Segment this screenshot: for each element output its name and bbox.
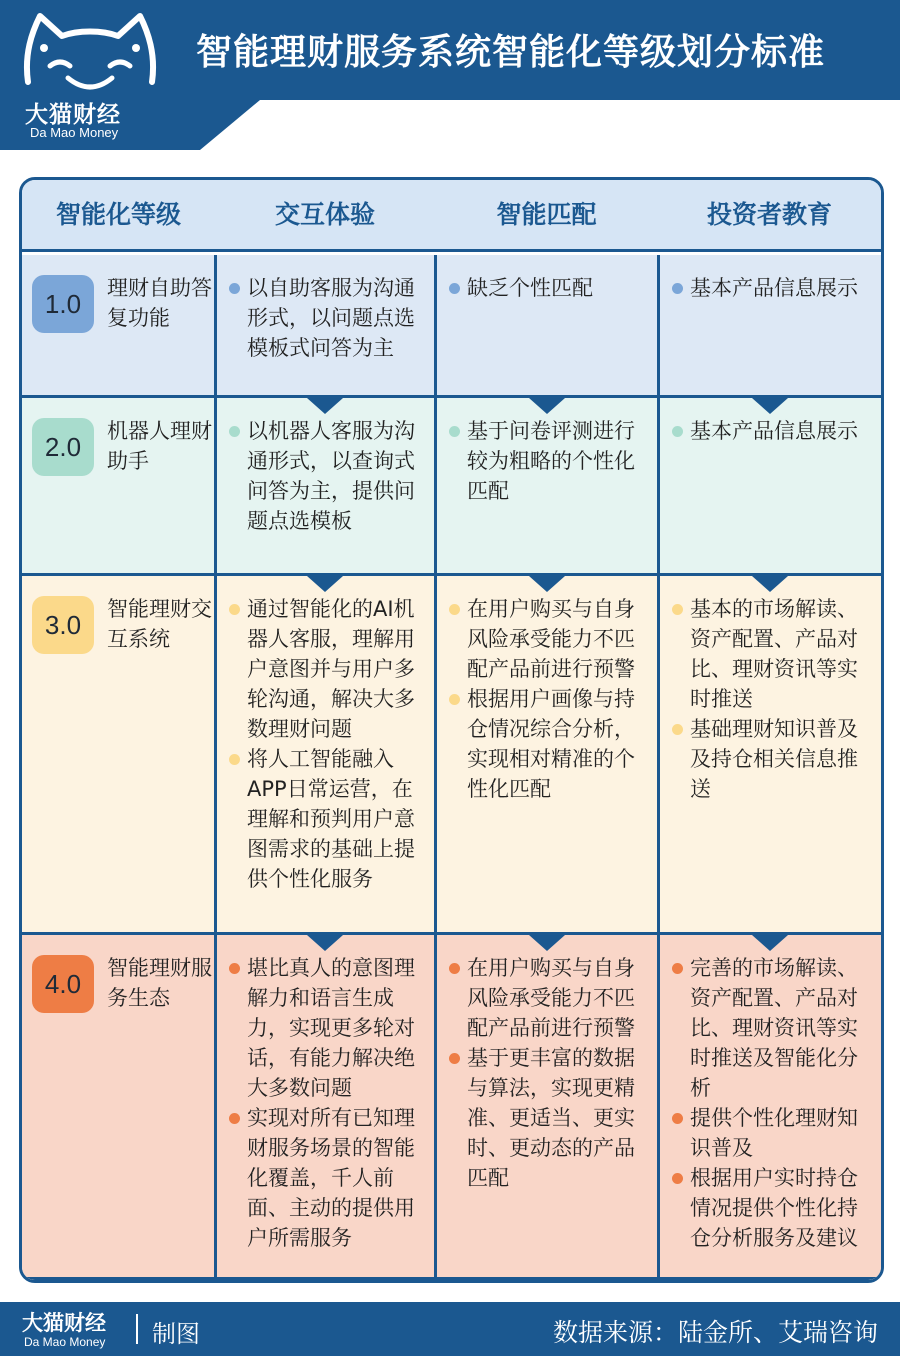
level-cell xyxy=(22,935,215,1277)
bullet-text: 基于更丰富的数据与算法，实现更精准、更适当、更实时、更动态的产品匹配 xyxy=(467,1046,635,1190)
bullet-text: 以自助客服为沟通形式，以问题点选模板式问答为主 xyxy=(247,276,415,360)
column-divider xyxy=(214,255,217,1283)
bullet-text: 基本产品信息展示 xyxy=(690,419,858,443)
bullet-text: 实现对所有已知理财服务场景的智能化覆盖，千人前面、主动的提供用户所需服务 xyxy=(247,1106,415,1250)
bullet-text: 基本产品信息展示 xyxy=(690,276,858,300)
bullet-dot-icon xyxy=(229,604,240,615)
bullet-text: 根据用户画像与持仓情况综合分析，实现相对精准的个性化匹配 xyxy=(467,687,635,801)
interaction-cell xyxy=(215,576,435,932)
column-header-matching: 智能匹配 xyxy=(496,200,597,229)
education-cell xyxy=(658,398,881,573)
bullet-text: 提供个性化理财知识普及 xyxy=(690,1106,858,1160)
down-arrow-icon xyxy=(529,576,565,592)
bullet-item xyxy=(221,744,429,894)
bullet-item xyxy=(664,714,875,804)
matching-cell xyxy=(435,576,658,932)
column-header-level: 智能化等级 xyxy=(55,200,181,229)
table-header-row xyxy=(22,180,881,252)
footer-logo-name: 大猫财经 xyxy=(22,1311,106,1335)
footer xyxy=(0,1302,900,1356)
bullet-item xyxy=(441,416,652,506)
data-source: 数据来源：陆金所、艾瑞咨询 xyxy=(552,1318,878,1347)
bullet-dot-icon xyxy=(229,754,240,765)
level-badge: 3.0 xyxy=(32,596,94,654)
bullet-dot-icon xyxy=(672,963,683,974)
logo-name: 大猫财经 xyxy=(25,102,121,128)
down-arrow-icon xyxy=(307,398,343,414)
bullet-text: 缺乏个性匹配 xyxy=(467,276,593,300)
bullet-item xyxy=(441,1043,652,1193)
down-arrow-icon xyxy=(752,398,788,414)
bullet-item xyxy=(664,416,875,446)
column-divider xyxy=(657,255,660,1283)
column-header-interaction: 交互体验 xyxy=(274,200,375,229)
down-arrow-icon xyxy=(752,576,788,592)
table-row-level-2 xyxy=(22,398,881,576)
level-name: 机器人理财助手 xyxy=(107,419,212,473)
bullet-item xyxy=(221,594,429,744)
bullet-text: 将人工智能融入APP日常运营，在理解和预判用户意图需求的基础上提供个性化服务 xyxy=(247,747,415,891)
education-cell xyxy=(658,935,881,1277)
down-arrow-icon xyxy=(307,576,343,592)
interaction-cell xyxy=(215,255,435,395)
down-arrow-icon xyxy=(529,398,565,414)
bullet-dot-icon xyxy=(449,426,460,437)
bullet-text: 通过智能化的AI机器人客服，理解用户意图并与用户多轮沟通，解决大多数理财问题 xyxy=(247,597,415,741)
bullet-text: 基本的市场解读、资产配置、产品对比、理财资讯等实时推送 xyxy=(690,597,858,711)
level-cell xyxy=(22,255,215,395)
bullet-item xyxy=(664,953,875,1103)
bullet-item xyxy=(664,1103,875,1163)
bullet-dot-icon xyxy=(449,604,460,615)
bullet-dot-icon xyxy=(672,426,683,437)
table-row-level-4 xyxy=(22,935,881,1280)
bullet-text: 完善的市场解读、资产配置、产品对比、理财资讯等实时推送及智能化分析 xyxy=(690,956,858,1100)
bullet-dot-icon xyxy=(229,283,240,294)
bullet-dot-icon xyxy=(672,604,683,615)
level-cell xyxy=(22,576,215,932)
level-badge: 2.0 xyxy=(32,418,94,476)
level-name: 理财自助答复功能 xyxy=(107,276,212,330)
level-name: 智能理财服务生态 xyxy=(107,956,212,1010)
bullet-dot-icon xyxy=(449,283,460,294)
bullet-text: 在用户购买与自身风险承受能力不匹配产品前进行预警 xyxy=(467,597,635,681)
bullet-item xyxy=(441,273,652,303)
down-arrow-icon xyxy=(529,935,565,951)
footer-credit: 制图 xyxy=(152,1320,200,1348)
bullet-item xyxy=(441,594,652,684)
bullet-dot-icon xyxy=(229,963,240,974)
bullet-text: 在用户购买与自身风险承受能力不匹配产品前进行预警 xyxy=(467,956,635,1040)
down-arrow-icon xyxy=(752,935,788,951)
bullet-item xyxy=(664,594,875,714)
interaction-cell xyxy=(215,935,435,1277)
bullet-dot-icon xyxy=(672,1113,683,1124)
bullet-item xyxy=(664,1163,875,1253)
interaction-cell xyxy=(215,398,435,573)
bullet-text: 以机器人客服为沟通形式，以查询式问答为主，提供问题点选模板 xyxy=(247,419,415,533)
table-row-level-3 xyxy=(22,576,881,935)
bullet-text: 基础理财知识普及及持仓相关信息推送 xyxy=(690,717,858,801)
bullet-dot-icon xyxy=(672,283,683,294)
table-row-level-1 xyxy=(22,255,881,398)
bullet-item xyxy=(441,953,652,1043)
education-cell xyxy=(658,576,881,932)
bullet-dot-icon xyxy=(449,694,460,705)
level-badge: 4.0 xyxy=(32,955,94,1013)
down-arrow-icon xyxy=(307,935,343,951)
footer-logo-english-name: Da Mao Money xyxy=(24,1335,106,1349)
footer-divider xyxy=(136,1314,138,1344)
matching-cell xyxy=(435,398,658,573)
level-name: 智能理财交互系统 xyxy=(107,597,212,651)
level-badge: 1.0 xyxy=(32,275,94,333)
matching-cell xyxy=(435,935,658,1277)
bullet-dot-icon xyxy=(229,426,240,437)
bullet-dot-icon xyxy=(229,1113,240,1124)
column-divider xyxy=(434,255,437,1283)
bullet-dot-icon xyxy=(672,1173,683,1184)
column-header-education: 投资者教育 xyxy=(706,200,832,229)
page-title: 智能理财服务系统智能化等级划分标准 xyxy=(196,32,826,73)
bullet-dot-icon xyxy=(672,724,683,735)
header xyxy=(0,0,900,150)
bullet-text: 根据用户实时持仓情况提供个性化持仓分析服务及建议 xyxy=(690,1166,858,1250)
bullet-text: 基于问卷评测进行较为粗略的个性化匹配 xyxy=(467,419,635,503)
education-cell xyxy=(658,255,881,395)
bullet-item xyxy=(664,273,875,303)
bullet-item xyxy=(221,953,429,1103)
bullet-item xyxy=(441,684,652,804)
matching-cell xyxy=(435,255,658,395)
bullet-dot-icon xyxy=(449,1053,460,1064)
level-cell xyxy=(22,398,215,573)
logo-english-name: Da Mao Money xyxy=(30,125,119,140)
bullet-item xyxy=(221,273,429,363)
bullet-text: 堪比真人的意图理解力和语言生成力，实现更多轮对话，有能力解决绝大多数问题 xyxy=(247,956,415,1100)
bullet-dot-icon xyxy=(449,963,460,974)
grading-table xyxy=(19,177,884,1283)
bullet-item xyxy=(221,416,429,536)
bullet-item xyxy=(221,1103,429,1253)
